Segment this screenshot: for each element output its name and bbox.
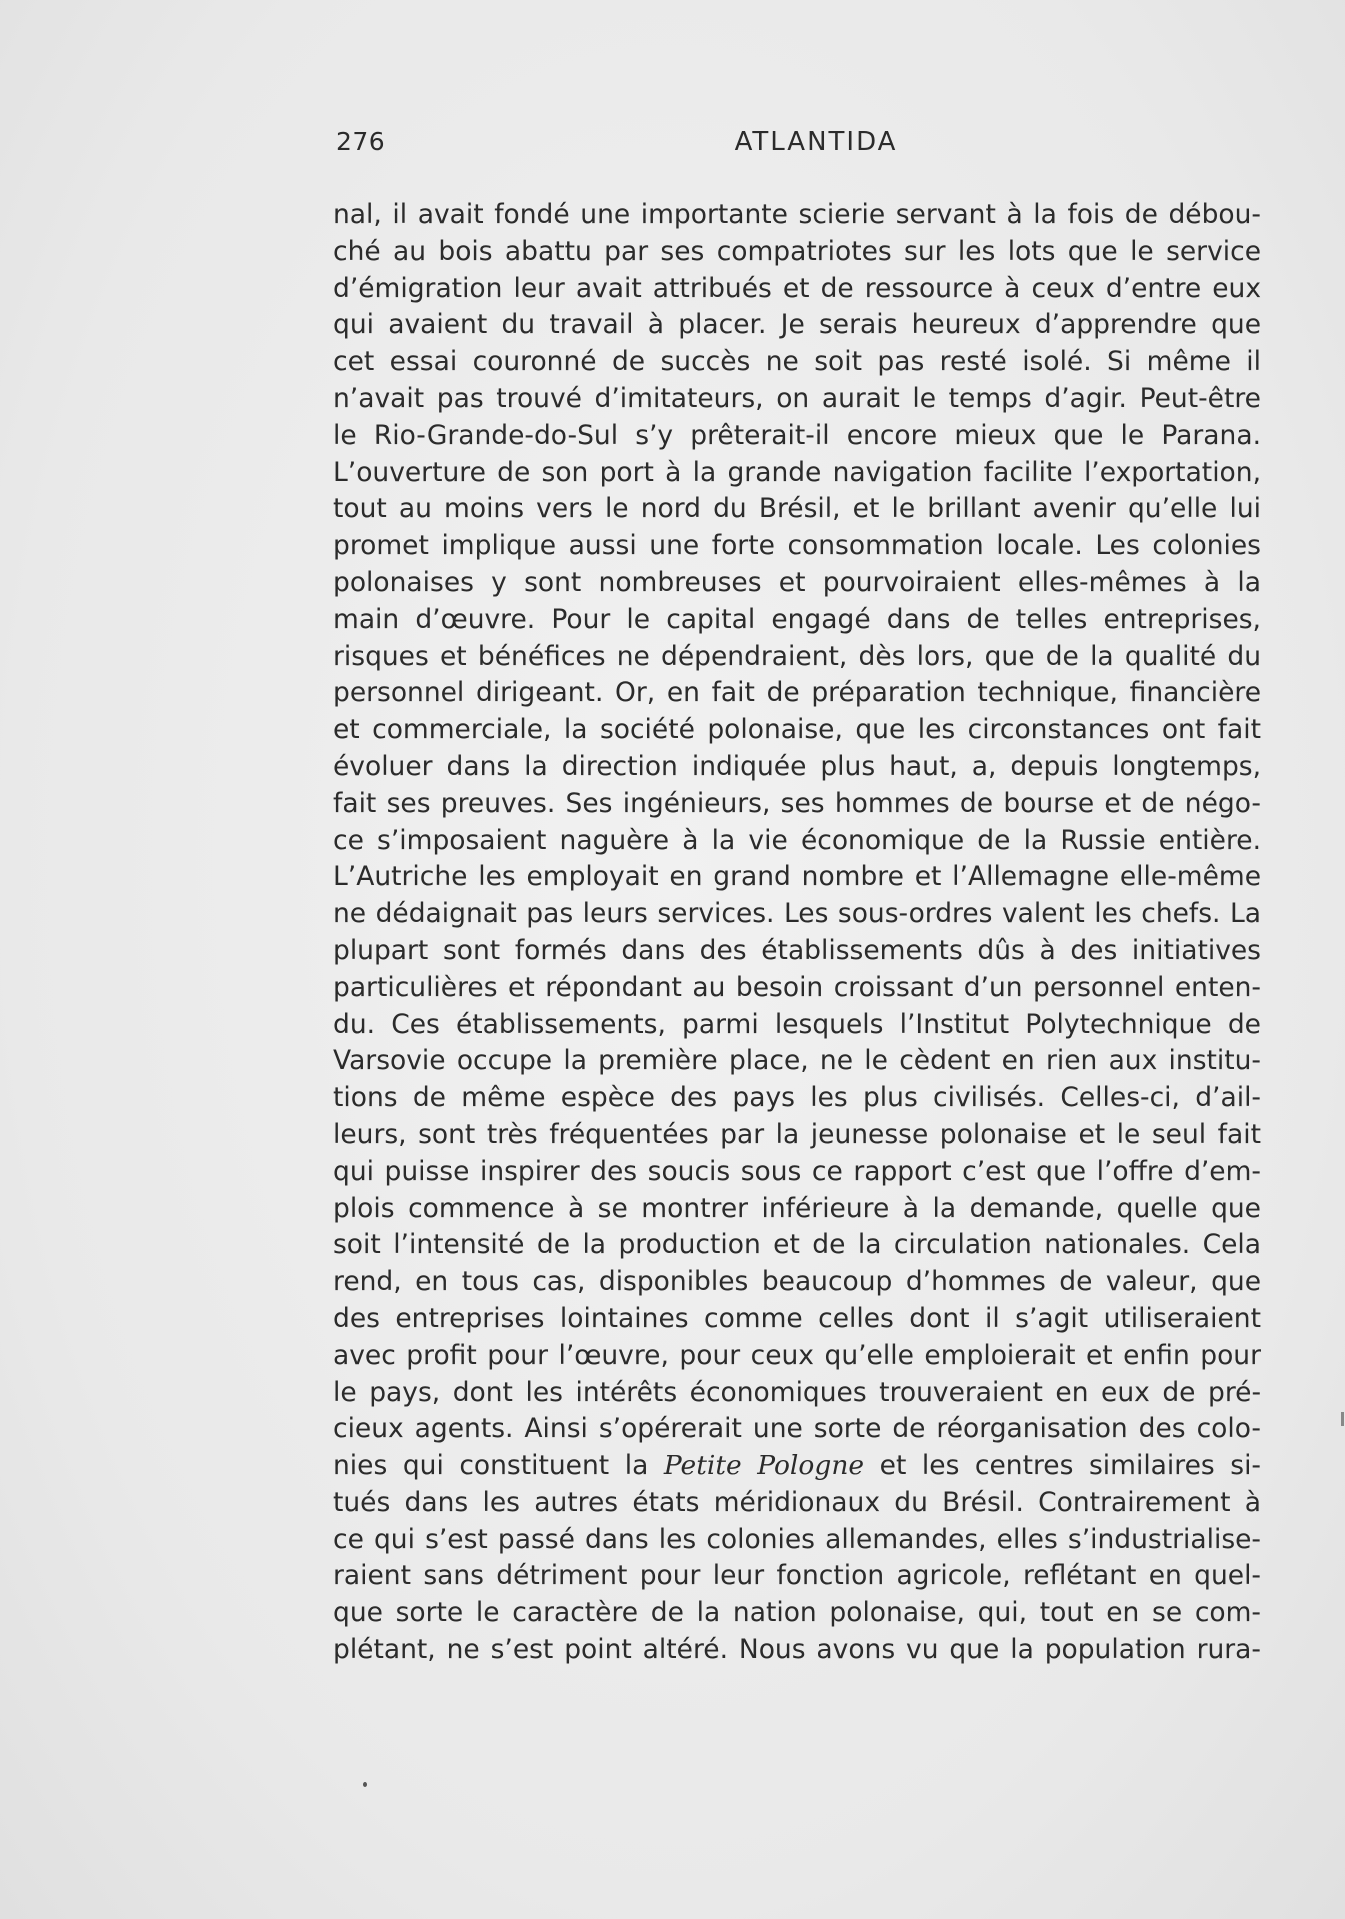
text-line: tions de même espèce des pays les plus civilisés. Celles-ci, d’ail- (333, 1082, 1261, 1114)
text-line: polonaises y sont nombreuses et pourvoiraient elles-mêmes à la (333, 566, 1261, 598)
text-line: risques et bénéfices ne dépendraient, dès lors, que de la qualité du (333, 640, 1261, 672)
running-head (336, 127, 1256, 167)
text-line: Varsovie occupe la première place, ne le cèdent en rien aux institu- (333, 1045, 1261, 1077)
text-line: ce qui s’est passé dans les colonies allemandes, elles s’industrialise- (333, 1523, 1261, 1555)
text-line: plois commence à se montrer inférieure à la demande, quelle que (333, 1192, 1261, 1224)
text-fragment: et les centres similaires si- (879, 1450, 1261, 1482)
text-line: n’avait pas trouvé d’imitateurs, on aurait le temps d’agir. Peut-être (333, 382, 1261, 414)
text-fragment: nies qui constituent la (333, 1450, 649, 1482)
text-line: personnel dirigeant. Or, en fait de préparation technique, financière (333, 677, 1261, 709)
text-line: que sorte le caractère de la nation polonaise, qui, tout en se com- (333, 1597, 1261, 1629)
italic-title: Petite Pologne (663, 1450, 865, 1482)
text-line: du. Ces établissements, parmi lesquels l’Institut Polytechnique de (333, 1008, 1261, 1040)
text-line: qui puisse inspirer des soucis sous ce rapport c’est que l’offre d’em- (333, 1155, 1261, 1187)
text-line: leurs, sont très fréquentées par la jeunesse polonaise et le seul fait (333, 1118, 1261, 1150)
body-text (333, 197, 1261, 1669)
text-line: évoluer dans la direction indiquée plus haut, a, depuis longtemps, (333, 750, 1261, 782)
text-line: qui avaient du travail à placer. Je serais heureux d’apprendre que (333, 309, 1261, 341)
page-number: 276 (336, 127, 386, 156)
text-line: nal, il avait fondé une importante scierie servant à la fois de débou- (333, 199, 1261, 230)
text-line: le Rio-Grande-do-Sul s’y prêterait-il encore mieux que le Parana. (333, 419, 1261, 451)
text-line: tués dans les autres états méridionaux du Brésil. Contrairement à (333, 1486, 1261, 1518)
text-line: soit l’intensité de la production et de la circulation nationales. Cela (333, 1229, 1261, 1261)
text-line: cet essai couronné de succès ne soit pas resté isolé. Si même il (333, 346, 1261, 378)
text-line: le pays, dont les intérêts économiques trouveraient en eux de pré- (333, 1376, 1261, 1408)
text-line: plupart sont formés dans des établissements dûs à des initiatives (333, 934, 1261, 966)
text-line: main d’œuvre. Pour le capital engagé dans de telles entreprises, (333, 603, 1261, 635)
text-line: des entreprises lointaines comme celles dont il s’agit utiliseraient (333, 1302, 1261, 1334)
running-title: ATLANTIDA (734, 127, 898, 157)
text-line: raient sans détriment pour leur fonction agricole, reflétant en quel- (333, 1560, 1261, 1592)
text-line: d’émigration leur avait attribués et de ressource à ceux d’entre eux (333, 272, 1261, 304)
text-line: tout au moins vers le nord du Brésil, et le brillant avenir qu’elle lui (333, 493, 1261, 525)
text-line: promet implique aussi une forte consommation locale. Les colonies (333, 530, 1261, 562)
text-line: ché au bois abattu par ses compatriotes sur les lots que le service (333, 235, 1261, 267)
text-line: L’Autriche les employait en grand nombre et l’Allemagne elle-même (333, 861, 1261, 893)
text-line: cieux agents. Ainsi s’opérerait une sorte de réorganisation des colo- (333, 1413, 1261, 1445)
text-line: et commerciale, la société polonaise, que les circonstances ont fait (333, 714, 1261, 746)
text-line: ne dédaignait pas leurs services. Les sous-ordres valent les chefs. La (333, 898, 1261, 930)
text-line: avec profit pour l’œuvre, pour ceux qu’elle emploierait et enfin pour (333, 1339, 1261, 1371)
text-line: particulières et répondant au besoin croissant d’un personnel enten- (333, 971, 1261, 1003)
ink-speck (363, 1782, 367, 1787)
text-line: ce s’imposaient naguère à la vie économique de la Russie entière. (333, 824, 1261, 856)
text-line-with-italic (333, 1448, 1261, 1485)
text-line: L’ouverture de son port à la grande navigation facilite l’exportation, (333, 456, 1261, 488)
text-line: rend, en tous cas, disponibles beaucoup d’hommes de valeur, que (333, 1266, 1261, 1298)
text-line: fait ses preuves. Ses ingénieurs, ses hommes de bourse et de négo- (333, 787, 1261, 819)
text-line: plétant, ne s’est point altéré. Nous avons vu que la population rura- (333, 1634, 1261, 1666)
edge-mark (1341, 1412, 1344, 1426)
